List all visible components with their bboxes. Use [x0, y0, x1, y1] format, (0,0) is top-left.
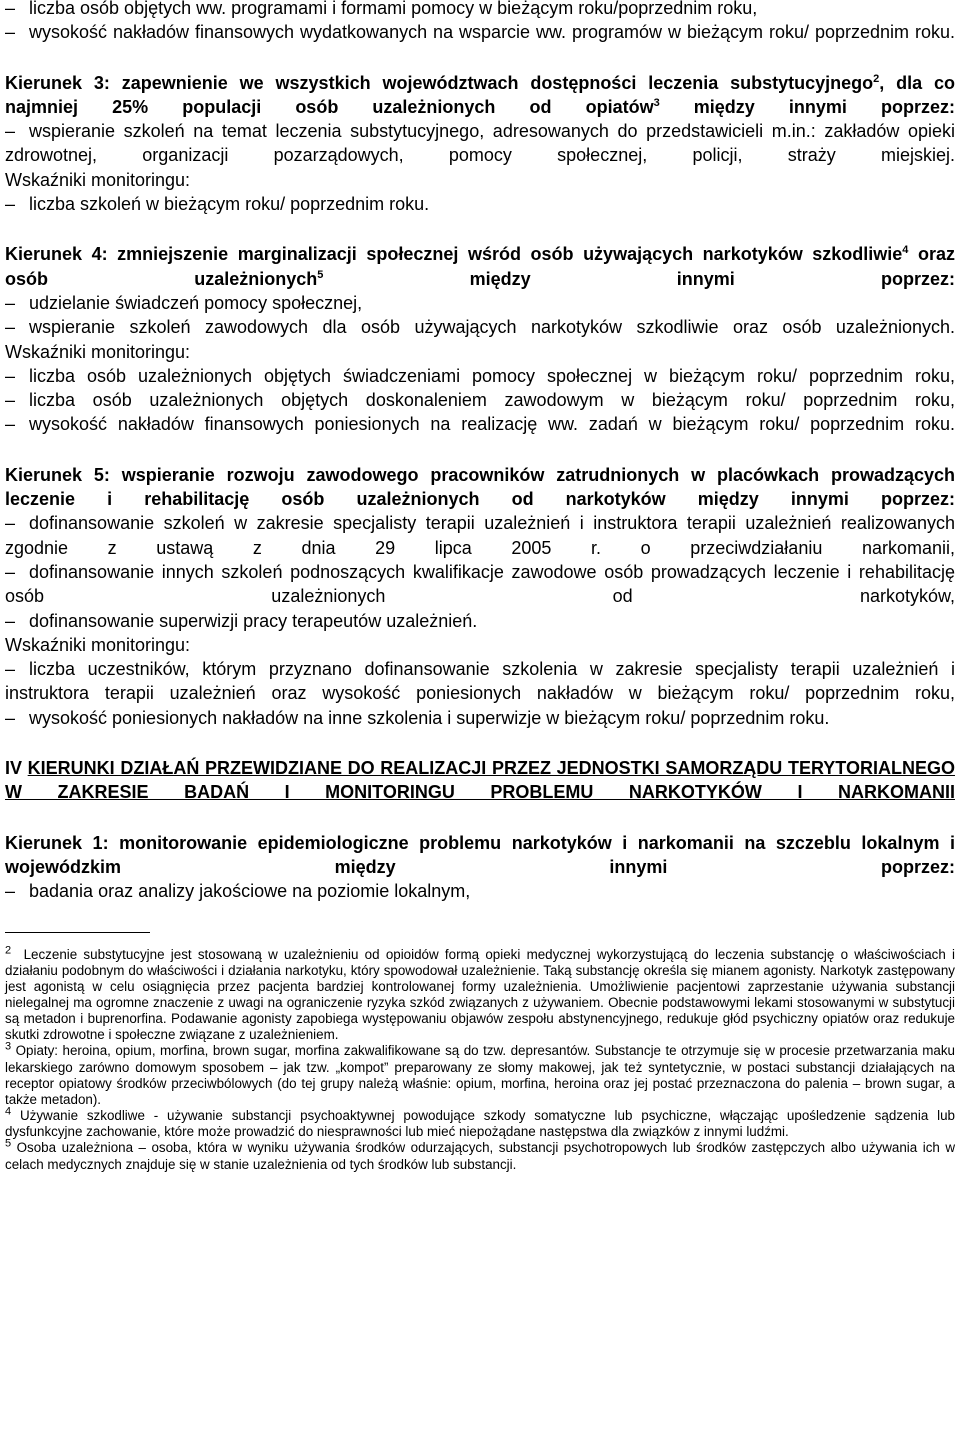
list-item: – wysokość poniesionych nakładów na inne szkolenia i superwizje w bieżącym roku/ poprzednim roku.	[5, 706, 955, 730]
list-item: – dofinansowanie szkoleń w zakresie specjalisty terapii uzależnień i instruktora terapii uzależnień realizowanych zgodnie z ustawą z dnia 29 lipca 2005 r. o przeciwdziałaniu narkomanii,	[5, 513, 955, 558]
footnote-ref: 4	[902, 244, 909, 257]
list-item: – wspieranie szkoleń zawodowych dla osób używających narkotyków szkodliwie oraz osób uzależnionych.	[5, 315, 955, 339]
dash-bullet: –	[5, 194, 16, 215]
footnote-separator	[5, 932, 150, 933]
dash-bullet: –	[5, 707, 16, 728]
list-item: – liczba szkoleń w bieżącym roku/ poprzednim roku.	[5, 192, 955, 216]
footnote-ref: 5	[317, 268, 324, 281]
dash-bullet: –	[5, 561, 16, 582]
dash-bullet: –	[5, 390, 16, 411]
list-item: – dofinansowanie innych szkoleń podnoszących kwalifikacje zawodowe osób prowadzących leczenie i rehabilitację osób uzależnionych od narkotyków,	[5, 561, 955, 607]
footnote: $^3$ Opiaty: heroina, opium, morfina, brown sugar, morfina zakwalifikowane są do tzw. depresantów. Substancje te otrzymuje się w procesie przetwarzania maku lekarskiego zarówno domowym sposobem – jak tzw. „kompot” preparowany ze słomy makowej, jak też syntetycznie, w postaci substancji działających na receptor opiatowy środków przeciwbólowych (do tej grupy należą właśnie: opium, morfina, heroina oraz jej postać przeznaczona do palenia – brown sugar, a także metadon).	[5, 1040, 955, 1107]
list-item: – dofinansowanie superwizji pracy terapeutów uzależnień.	[5, 609, 955, 633]
footnote-ref: 2	[873, 72, 880, 85]
dash-bullet: –	[5, 659, 16, 680]
list-item: – liczba osób objętych ww. programami i formami pomocy w bieżącym roku/poprzednim roku,	[5, 0, 955, 20]
document-page	[5, 0, 955, 1173]
footnote: $^2$ Leczenie substytucyjne jest stosowaną w uzależnieniu od opioidów formą opieki medycznej wykorzystującą do leczenia substancję o właściwościach i działaniu podobnym do właściwości i działania narkotyku, który spowodował uzależnienie. Taką substancję określa się mianem agonisty. Narkotyk zastępowany jest agonistą w celu osiągnięcia przez pacjenta bardziej kontrolowanej formy uzależnienia. Umożliwienie pacjentowi zaprzestanie używania substancji nielegalnej ma ogromne znaczenie z uwagi na ograniczenie ryzyka szkód związanych z używaniem. Obecnie podstawowymi lekami stosowanymi w substytucji są metadon i buprenorfina. Podawanie agonisty zapobiega występowaniu objawów zespołu abstynencyjnego, redukuje głód psychiczny opiatów oraz redukuje skutki zdrowotne i społeczne związane z uzależnieniem.	[5, 944, 955, 1043]
dash-bullet: –	[5, 0, 16, 18]
list-item: – wspieranie szkoleń na temat leczenia substytucyjnego, adresowanych do przedstawicieli m.in.: zakładów opieki zdrowotnej, organizacji pozarządowych, pomocy społecznej, policji, straży miejskiej.	[5, 121, 955, 166]
dash-bullet: –	[5, 317, 16, 338]
list-item: – udzielanie świadczeń pomocy społecznej,	[5, 291, 955, 315]
kierunek-4-heading: Kierunek 4: zmniejszenie marginalizacji społecznej wśród osób używających narkotyków szkodliwie$^4$ oraz osób uzależnionych$^5$ między innymi poprzez:	[5, 244, 955, 289]
dash-bullet: –	[5, 610, 16, 631]
indicators-label: Wskaźniki monitoringu:	[5, 169, 191, 190]
list-item: – liczba osób uzależnionych objętych świadczeniami pomocy społecznej w bieżącym roku/ poprzednim roku,	[5, 364, 955, 388]
dash-bullet: –	[5, 121, 16, 142]
dash-bullet: –	[5, 414, 16, 435]
kierunek-5-heading: Kierunek 5: wspieranie rozwoju zawodowego pracowników zatrudnionych w placówkach prowadzących leczenie i rehabilitację osób uzależnionych od narkotyków między innymi poprzez:	[5, 464, 955, 510]
list-item: – badania oraz analizy jakościowe na poziomie lokalnym,	[5, 879, 955, 903]
dash-bullet: –	[5, 22, 16, 43]
footnote: $^4$ Używanie szkodliwe - używanie substancji psychoaktywnej powodujące szkody somatyczne lub psychiczne, włączając upośledzenie sądzenia lub dysfunkcyjne zachowanie, które może prowadzić do niesprawności lub mieć niepożądane następstwa dla związków z innymi ludźmi.	[5, 1105, 955, 1140]
footnote-ref: 3	[653, 96, 660, 109]
section-4-kierunek-1-heading: Kierunek 1: monitorowanie epidemiologiczne problemu narkotyków i narkomanii na szczeblu lokalnym i wojewódzkim między innymi poprzez:	[5, 832, 955, 877]
section-4-title: IV KIERUNKI DZIAŁAŃ PRZEWIDZIANE DO REALIZACJI PRZEZ JEDNOSTKI SAMORZĄDU TERYTORIALNEGO W ZAKRESIE BADAŃ I MONITORINGU PROBLEMU NARKOTYKÓW I NARKOMANII	[5, 758, 955, 803]
dash-bullet: –	[5, 365, 16, 386]
list-item: – liczba uczestników, którym przyznano dofinansowanie szkolenia w zakresie specjalisty terapii uzależnień i instruktora terapii uzależnień oraz wysokość poniesionych nakładów w bieżącym roku/ poprzednim roku,	[5, 659, 955, 704]
dash-bullet: –	[5, 881, 16, 902]
list-item: – wysokość nakładów finansowych poniesionych na realizację ww. zadań w bieżącym roku/ poprzednim roku.	[5, 412, 955, 436]
dash-bullet: –	[5, 292, 16, 313]
list-item: – liczba osób uzależnionych objętych doskonaleniem zawodowym w bieżącym roku/ poprzednim roku,	[5, 388, 955, 412]
kierunek-3-heading: Kierunek 3: zapewnienie we wszystkich województwach dostępności leczenia substytucyjnego$^2$, dla co najmniej 25% populacji osób uzależnionych od opiatów$^3$ między innymi poprzez:	[5, 72, 956, 117]
indicators-label: Wskaźniki monitoringu:	[5, 634, 191, 655]
list-item: – wysokość nakładów finansowych wydatkowanych na wsparcie ww. programów w bieżącym roku/ poprzednim roku.	[5, 20, 955, 44]
indicators-label: Wskaźniki monitoringu:	[5, 341, 191, 362]
dash-bullet: –	[5, 513, 16, 534]
footnote: $^5$ Osoba uzależniona – osoba, która w wyniku używania środków odurzających, substancji psychotropowych lub środków zastępczych albo używania ich w celach medycznych znajduje się w stanie uzależnienia od tych środków lub substancji.	[5, 1137, 955, 1172]
